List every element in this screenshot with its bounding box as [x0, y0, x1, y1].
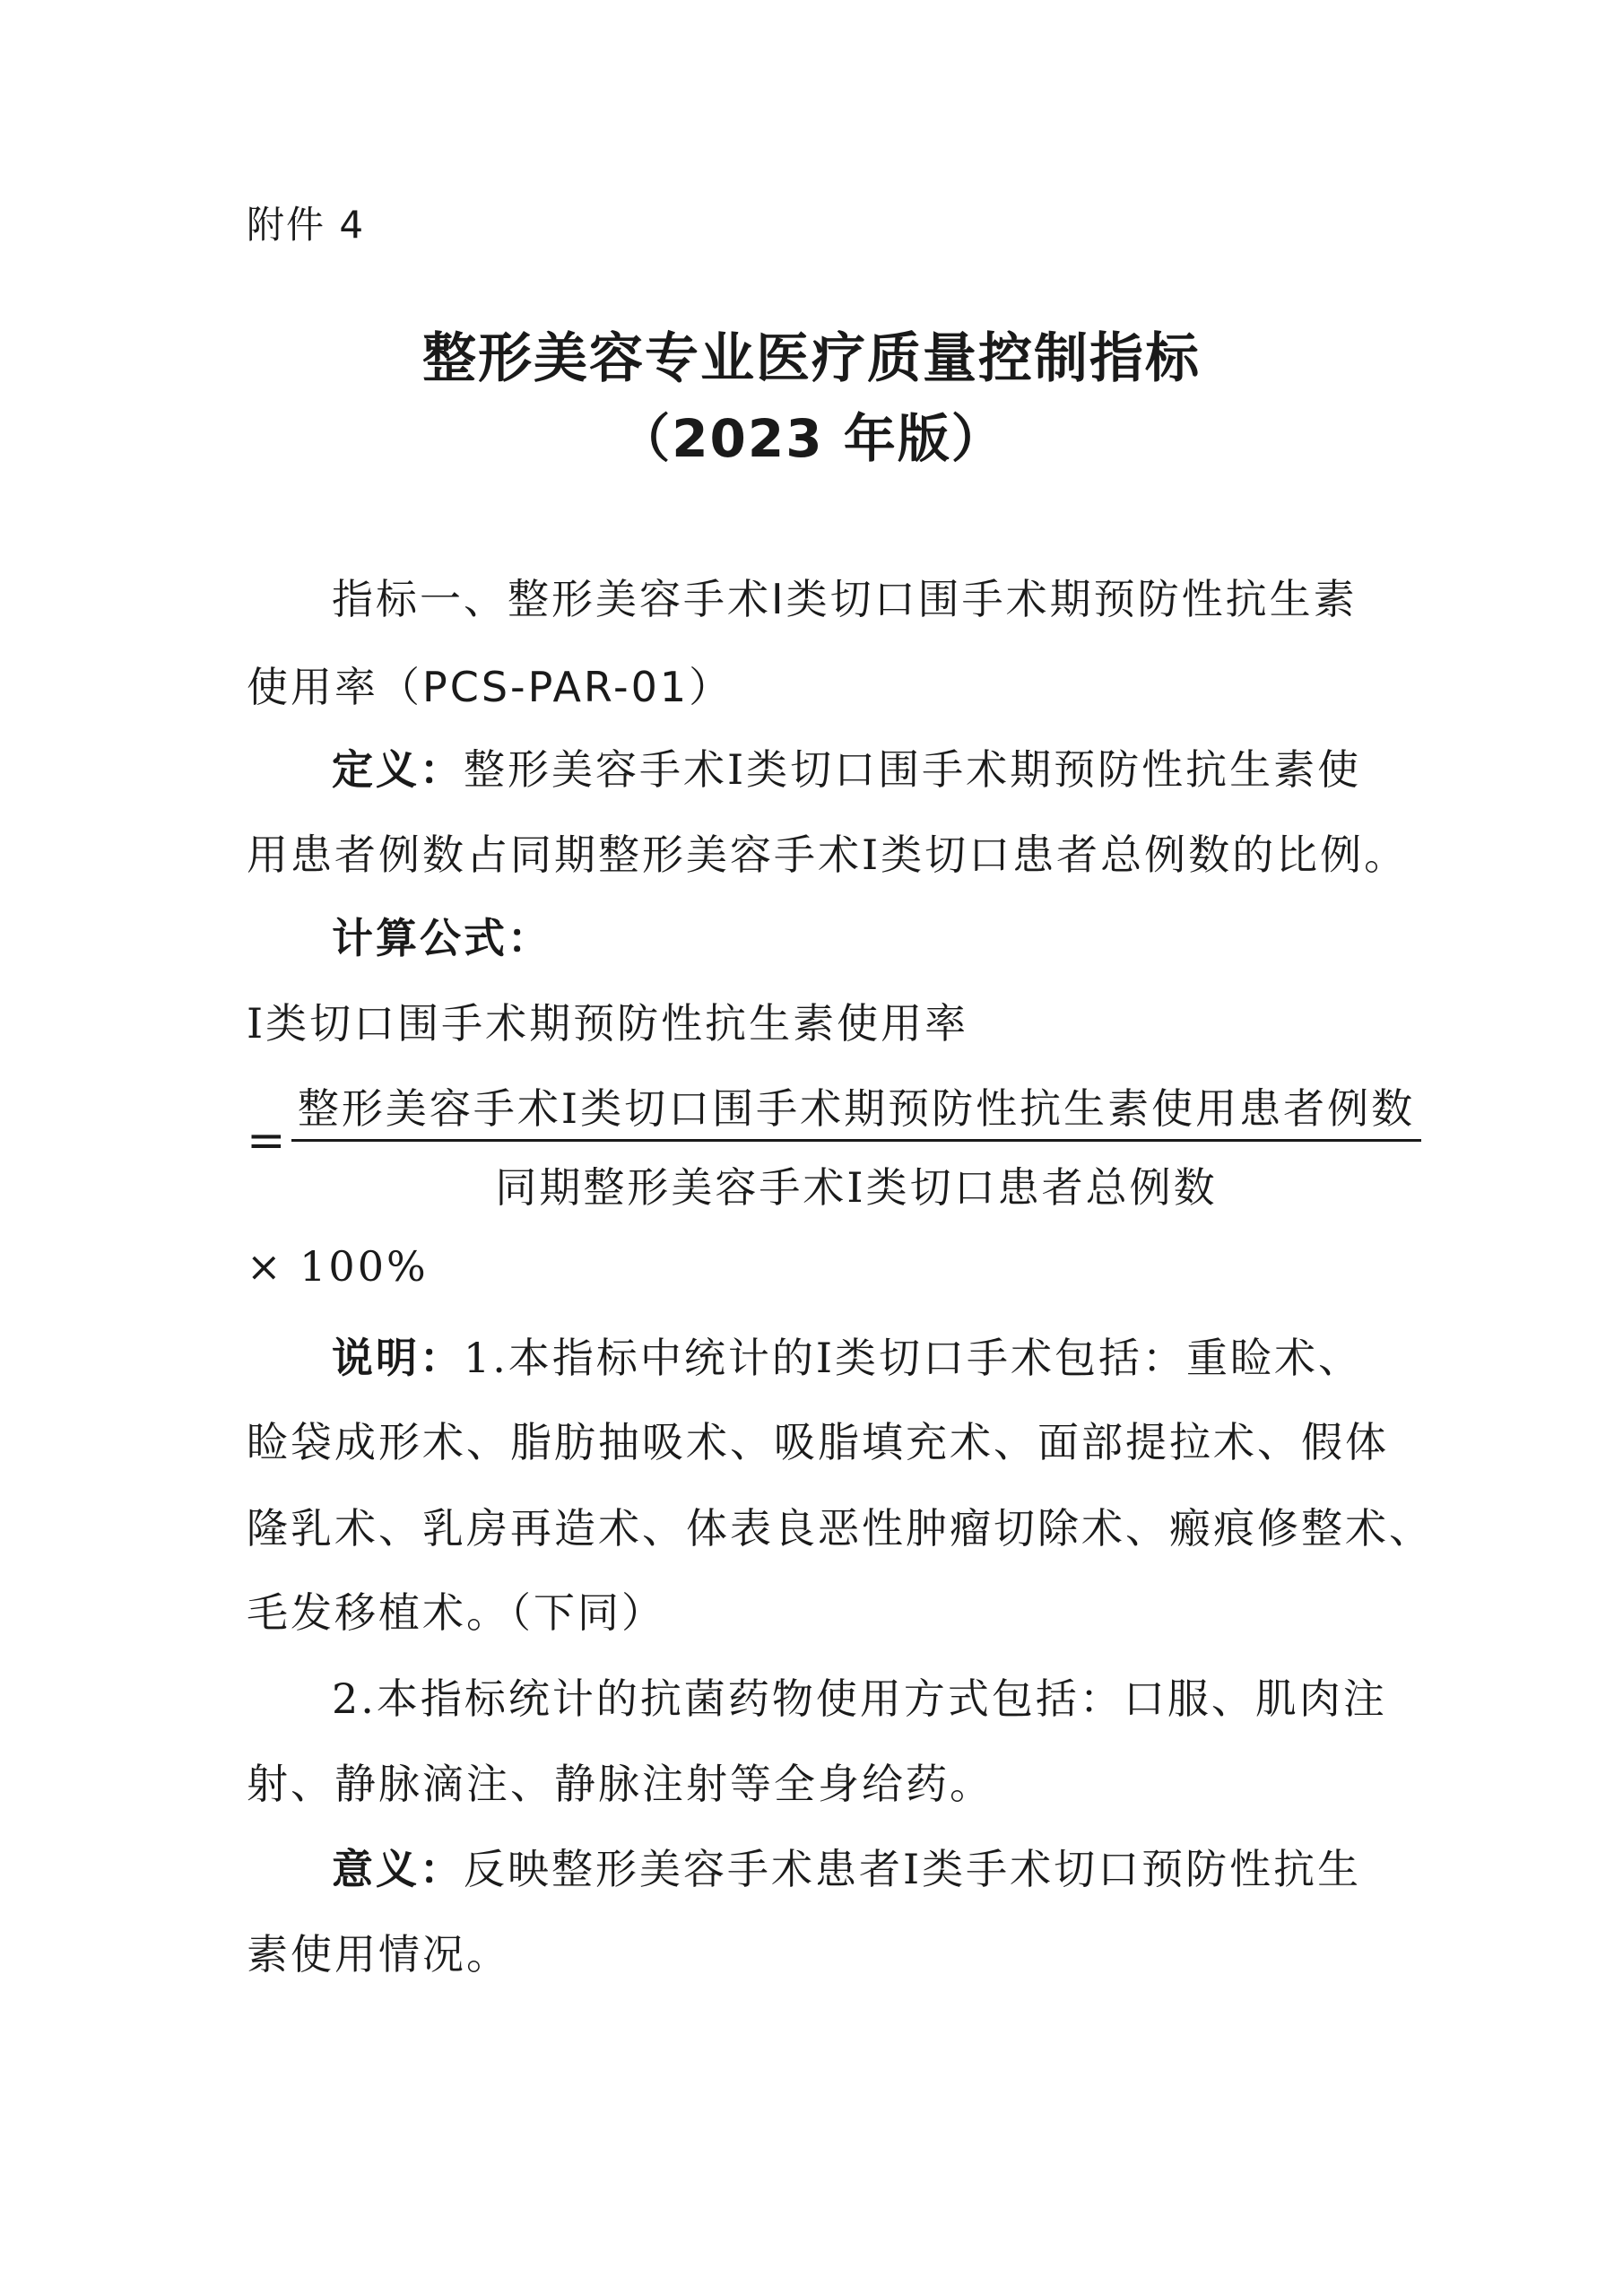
definition-label: 定义： [332, 745, 464, 794]
attachment-label: 附件 4 [247, 203, 366, 247]
note-label: 说明： [332, 1334, 464, 1382]
definition-paragraph [332, 737, 1381, 796]
definition-line-2: 用患者例数占同期整形美容手术Ⅰ类切口患者总例数的比例。 [247, 831, 1409, 879]
meaning-text: 反映整形美容手术患者Ⅰ类手术切口预防性抗生 [464, 1845, 1362, 1893]
formula-multiplier: × 100% [247, 1242, 429, 1291]
document-title: 整形美容专业医疗质量控制指标 [422, 327, 1201, 390]
indicator-heading-line-1: 指标一、整形美容手术Ⅰ类切口围手术期预防性抗生素 [332, 575, 1358, 623]
formula-numerator: 整形美容手术Ⅰ类切口围手术期预防性抗生素使用患者例数 [297, 1084, 1416, 1133]
formula-fraction [247, 1076, 1421, 1220]
meaning-paragraph [332, 1837, 1381, 1896]
formula-name: Ⅰ类切口围手术期预防性抗生素使用率 [247, 999, 969, 1048]
formula-label: 计算公式： [332, 914, 551, 962]
note1-line-2: 睑袋成形术、脂肪抽吸术、吸脂填充术、面部提拉术、假体 [247, 1418, 1389, 1466]
note1-line-3: 隆乳术、乳房再造术、体表良恶性肿瘤切除术、瘢痕修整术、 [247, 1504, 1433, 1552]
formula-denominator: 同期整形美容手术Ⅰ类切口患者总例数 [495, 1163, 1218, 1212]
note1-line-4: 毛发移植术。（下同） [247, 1588, 665, 1637]
definition-text: 整形美容手术Ⅰ类切口围手术期预防性抗生素使 [464, 745, 1362, 794]
formula-equals: = [247, 1114, 286, 1168]
document-subtitle: （2023 年版） [618, 408, 1005, 469]
meaning-line-2: 素使用情况。 [247, 1930, 510, 1979]
meaning-label: 意义： [332, 1845, 464, 1893]
note1-text: 1.本指标中统计的Ⅰ类切口手术包括：重睑术、 [464, 1334, 1363, 1382]
note-paragraph [332, 1326, 1381, 1385]
note2-line-1: 2.本指标统计的抗菌药物使用方式包括：口服、肌肉注 [332, 1674, 1387, 1723]
fraction-bar [291, 1139, 1421, 1142]
note2-line-2: 射、静脉滴注、静脉注射等全身给药。 [247, 1760, 994, 1808]
indicator-heading-line-2: 使用率（PCS-PAR-01） [247, 663, 733, 711]
